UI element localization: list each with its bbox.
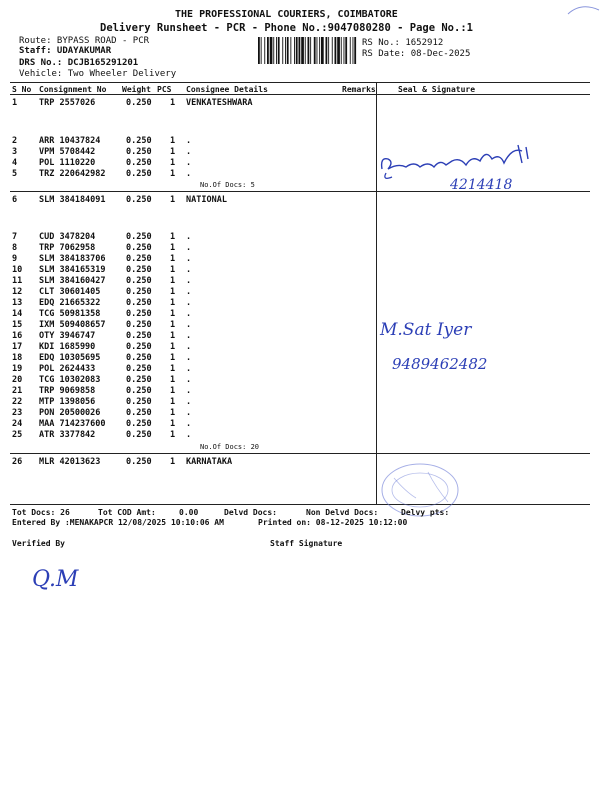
table-row: 13 EDQ 21665322 0.250 1 . [12, 298, 192, 308]
entered-by: Entered By :MENAKAPCR 12/08/2025 10:10:06 AM [12, 518, 224, 527]
delivered-docs: Delvd Docs: [224, 508, 277, 517]
barcode-bar [282, 37, 283, 64]
barcode-bar [328, 37, 329, 64]
barcode-bar [344, 37, 345, 64]
table-row: 20 TCG 10302083 0.250 1 . [12, 375, 192, 385]
route: Route: BYPASS ROAD - PCR [19, 36, 150, 46]
staff: Staff: UDAYAKUMAR [19, 46, 112, 56]
total-cod-value: 0.00 [179, 508, 199, 517]
table-row: 15 IXM 509408657 0.250 1 . [12, 320, 192, 330]
table-row: 24 MAA 714237600 0.250 1 . [12, 419, 192, 429]
table-row: 10 SLM 384165319 0.250 1 . [12, 265, 192, 275]
barcode-bar [341, 37, 342, 64]
table-row: 1 TRP 2557026 0.250 1 VENKATESHWARA [12, 98, 253, 108]
svg-text:4214418: 4214418 [450, 177, 513, 193]
barcode-bar [285, 37, 286, 64]
barcode [257, 37, 357, 64]
runsheet-title: Delivery Runsheet - PCR - Phone No.:9047080280 - Page No.:1 [100, 22, 473, 34]
table-row: 26 MLR 42013623 0.250 1 KARNATAKA [12, 457, 233, 467]
drs-number: DRS No.: DCJB165291201 [19, 58, 139, 68]
svg-text:Q.M: Q.M [32, 567, 79, 592]
table-row: 7 CUD 3478204 0.250 1 . [12, 232, 192, 242]
col-weight: Weight [122, 85, 151, 94]
col-seal-signature: Seal & Signature [398, 85, 476, 94]
barcode-bar [317, 37, 318, 64]
table-row: 3 VPM 5708442 0.250 1 . [12, 147, 192, 157]
table-row: 8 TRP 7062958 0.250 1 . [12, 243, 192, 253]
verified-signature [28, 556, 98, 596]
barcode-bar [264, 37, 265, 64]
table-row: 4 POL 1110220 0.250 1 . [12, 158, 192, 168]
barcode-bar [276, 37, 277, 64]
barcode-bar [326, 37, 328, 64]
col-remarks: Remarks [342, 85, 376, 94]
barcode-bar [321, 37, 324, 64]
table-row: 14 TCG 50981358 0.250 1 . [12, 309, 192, 319]
barcode-bar [273, 37, 274, 64]
barcode-bar [345, 37, 347, 64]
table-row: 21 TRP 9069858 0.250 1 . [12, 386, 192, 396]
barcode-bar [337, 37, 340, 64]
barcode-bar [301, 37, 304, 64]
printed-on: Printed on: 08-12-2025 10:12:00 [258, 518, 408, 527]
col-consignee: Consignee Details [186, 85, 268, 94]
table-row: 19 POL 2624433 0.250 1 . [12, 364, 192, 374]
barcode-bar [287, 37, 289, 64]
consignee-name: NATIONAL [186, 195, 227, 205]
barcode-bar [290, 37, 291, 64]
barcode-bar [314, 37, 316, 64]
consignee-name: KARNATAKA [186, 457, 233, 467]
table-row: 22 MTP 1398056 0.250 1 . [12, 397, 192, 407]
table-row: 25 ATR 3377842 0.250 1 . [12, 430, 192, 440]
barcode-bar [335, 37, 337, 64]
barcode-bar [354, 37, 356, 64]
group-divider [10, 453, 590, 454]
delivery-points: Delvy pts: [401, 508, 450, 517]
table-row: 5 TRZ 220642982 0.250 1 . [12, 169, 192, 179]
total-cod-label: Tot COD Amt: [98, 508, 156, 517]
vehicle: Vehicle: Two Wheeler Delivery [19, 69, 177, 79]
barcode-bar [267, 37, 269, 64]
barcode-bar [258, 37, 260, 64]
barcode-bar [308, 37, 310, 64]
rs-date: RS Date: 08-Dec-2025 [362, 49, 471, 59]
table-row: 2 ARR 10437824 0.250 1 . [12, 136, 192, 146]
signature-1 [376, 135, 546, 200]
barcode-bar [261, 37, 262, 64]
barcode-bar [310, 37, 311, 64]
group-doc-count: No.Of Docs: 20 [200, 443, 260, 451]
col-sno: S No [12, 85, 32, 94]
signature-2 [376, 305, 536, 380]
group-doc-count: No.Of Docs: 5 [200, 181, 255, 189]
barcode-bar [350, 37, 351, 64]
verified-by-label: Verified By [12, 539, 65, 548]
table-row: 9 SLM 384183706 0.250 1 . [12, 254, 192, 264]
svg-text:M.Sat Iyer: M.Sat Iyer [380, 320, 472, 340]
table-top-border [10, 82, 590, 83]
table-row: 6 SLM 384184091 0.250 1 NATIONAL [12, 195, 227, 205]
barcode-bar [270, 37, 273, 64]
staff-signature-label: Staff Signature [270, 539, 343, 548]
barcode-bar [353, 37, 354, 64]
barcode-bar [299, 37, 301, 64]
company-name: THE PROFESSIONAL COURIERS, COIMBATORE [175, 9, 398, 20]
consignee-name: VENKATESHWARA [186, 98, 253, 108]
barcode-bar [278, 37, 280, 64]
barcode-bar [305, 37, 306, 64]
svg-text:9489462482: 9489462482 [392, 355, 488, 373]
table-row: 17 KDI 1685990 0.250 1 . [12, 342, 192, 352]
barcode-bar [332, 37, 333, 64]
table-row: 16 OTY 3946747 0.250 1 . [12, 331, 192, 341]
stamp-mark [566, 0, 600, 16]
table-bottom-border [10, 504, 590, 505]
total-docs: Tot Docs: 26 [12, 508, 70, 517]
non-delivered-docs: Non Delvd Docs: [306, 508, 379, 517]
barcode-bar [296, 37, 298, 64]
rs-number: RS No.: 1652912 [362, 38, 444, 48]
table-row: 11 SLM 384160427 0.250 1 . [12, 276, 192, 286]
col-pcs: PCS [157, 85, 172, 94]
barcode-bar [294, 37, 295, 64]
table-header-border [10, 94, 590, 95]
table-row: 18 EDQ 10305695 0.250 1 . [12, 353, 192, 363]
barcode-bar [319, 37, 320, 64]
table-row: 23 PON 20500026 0.250 1 . [12, 408, 192, 418]
table-row: 12 CLT 30601405 0.250 1 . [12, 287, 192, 297]
col-consignment: Consignment No [39, 85, 107, 94]
